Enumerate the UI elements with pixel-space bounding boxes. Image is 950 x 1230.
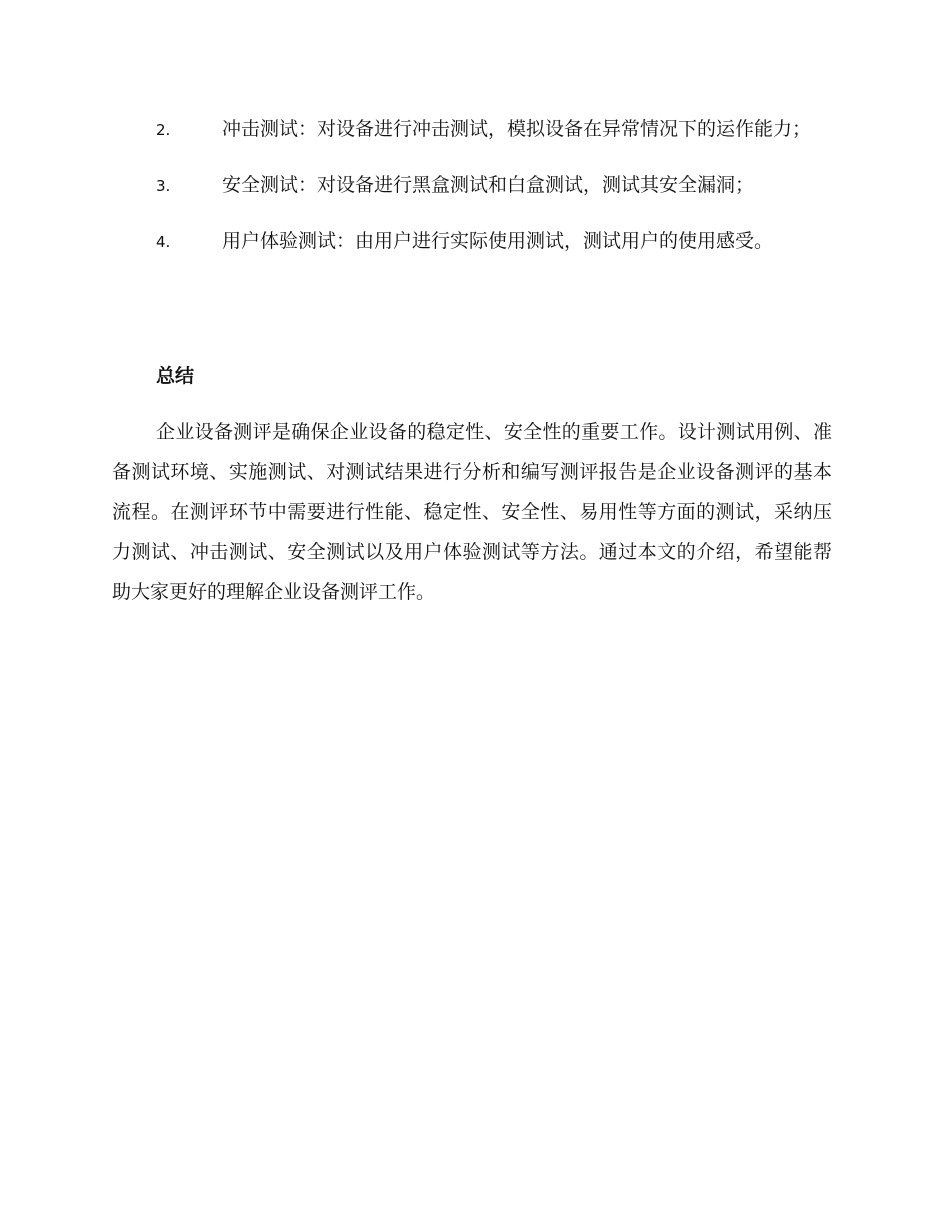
list-item: [112, 164, 832, 208]
list-item-text: 安全测试：对设备进行黑盒测试和白盒测试，测试其安全漏洞；: [222, 174, 755, 196]
list-item: [112, 108, 832, 152]
test-method-list: [112, 108, 832, 276]
list-item-text: 冲击测试：对设备进行冲击测试，模拟设备在异常情况下的运作能力；: [222, 118, 812, 140]
list-item: [112, 220, 832, 264]
summary-paragraph: 企业设备测评是确保企业设备的稳定性、安全性的重要工作。设计测试用例、准备测试环境、实施测试、对测试结果进行分析和编写测评报告是企业设备测评的基本流程。在测评环节中需要进行性能、稳定性、安全性、易用性等方面的测试，采纳压力测试、冲击测试、安全测试以及用户体验测试等方法。通过本文的介绍，希望能帮助大家更好的理解企业设备测评工作。: [112, 421, 832, 603]
list-item-number: 2.: [156, 121, 171, 139]
list-item-text: 用户体验测试：由用户进行实际使用测试，测试用户的使用感受。: [222, 230, 774, 252]
summary-heading: 总结: [156, 365, 195, 387]
list-item-number: 4.: [156, 233, 171, 251]
list-item-number: 3.: [156, 177, 171, 195]
